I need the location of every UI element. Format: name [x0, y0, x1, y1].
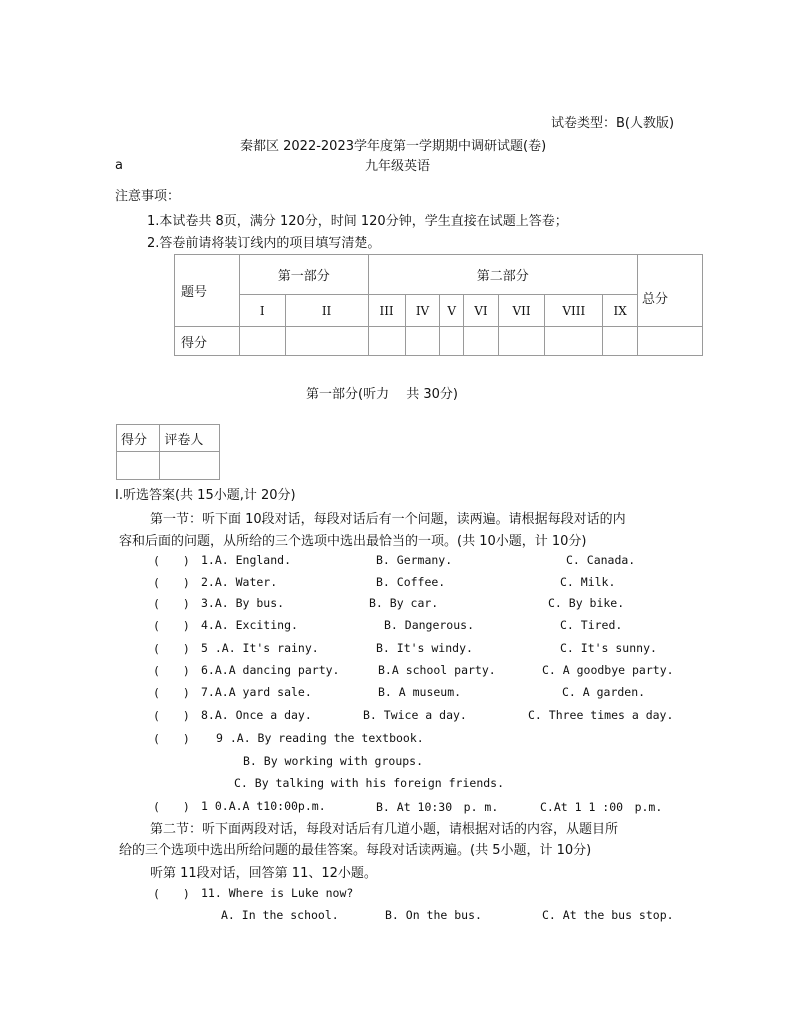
score-table: [174, 254, 703, 356]
section2-intro: 给的三个选项中选出所给问题的最佳答案。每段对话读两遍。(共 5小题，计 10分): [119, 843, 592, 858]
answer-paren[interactable]: ( ): [153, 664, 190, 678]
q9-option-c: C. By talking with his foreign friends.: [234, 776, 505, 790]
exam-title: 秦都区 2022-2023学年度第一学期期中调研试题(卷): [240, 139, 547, 154]
q9-option-a: 9 .A. By reading the textbook.: [216, 731, 424, 745]
question-option-c: C. Tired.: [560, 618, 623, 632]
exam-subtitle: 九年级英语: [365, 159, 431, 174]
part1-header: 第一部分: [240, 255, 369, 295]
score-cell-total[interactable]: [638, 327, 703, 356]
roman-numeral: VIII: [545, 295, 603, 327]
question-option-a: 2.A. Water.: [201, 575, 278, 589]
answer-paren[interactable]: ( ): [153, 732, 190, 746]
grade-score-label: 得分: [117, 425, 160, 452]
score-cell[interactable]: [440, 327, 463, 356]
q10-option-b: B. At 10:30 p. m.: [376, 800, 499, 814]
question-option-b: B. Germany.: [376, 553, 453, 567]
roman-numeral: I: [240, 295, 286, 327]
question-option-c: C. A garden.: [562, 685, 646, 699]
question-option-b: B. A museum.: [378, 685, 462, 699]
question-option-c: C. By bike.: [548, 596, 625, 610]
question-option-a: 1.A. England.: [201, 553, 292, 567]
col-header: 题号: [175, 255, 240, 327]
total-header: 总分: [638, 255, 703, 327]
question-option-b: B. Coffee.: [376, 575, 446, 589]
q10-option-c: C.At 1 1 :00 p.m.: [540, 800, 663, 814]
answer-paren[interactable]: ( ): [153, 554, 190, 568]
question-option-b: B. By car.: [369, 596, 439, 610]
grade-box: [116, 424, 220, 480]
question-option-b: B. It's windy.: [376, 641, 473, 655]
answer-paren[interactable]: ( ): [153, 619, 190, 633]
question-option-c: C. Three times a day.: [528, 708, 674, 722]
score-cell[interactable]: [240, 327, 286, 356]
grade-grader-label: 评卷人: [160, 425, 220, 452]
answer-paren[interactable]: ( ): [153, 597, 190, 611]
q10-option-a: 1 0.A.A t10:00p.m.: [201, 799, 326, 813]
score-cell[interactable]: [498, 327, 544, 356]
notes-item: 2.答卷前请将装订线内的项目填写清楚。: [147, 236, 381, 251]
answer-paren[interactable]: ( ): [153, 709, 190, 723]
answer-paren[interactable]: ( ): [153, 576, 190, 590]
part2-header: 第二部分: [368, 255, 637, 295]
notes-item: 1.本试卷共 8页，满分 120分，时间 120分钟，学生直接在试题上答卷；: [147, 214, 568, 229]
score-cell[interactable]: [603, 327, 638, 356]
answer-paren[interactable]: ( ): [153, 686, 190, 700]
q9-option-b: B. By working with groups.: [243, 754, 424, 768]
roman-numeral: IV: [405, 295, 440, 327]
question-option-b: B. Dangerous.: [384, 618, 475, 632]
score-cell[interactable]: [285, 327, 368, 356]
score-cell[interactable]: [405, 327, 440, 356]
score-row-label: 得分: [175, 327, 240, 356]
question-option-b: B.A school party.: [378, 663, 496, 677]
roman-numeral: III: [368, 295, 405, 327]
roman-numeral: VII: [498, 295, 544, 327]
score-cell[interactable]: [368, 327, 405, 356]
question-option-a: 8.A. Once a day.: [201, 708, 312, 722]
score-cell[interactable]: [463, 327, 498, 356]
question-option-a: 6.A.A dancing party.: [201, 663, 340, 677]
section2-intro: 第二节：听下面两段对话，每段对话后有几道小题，请根据对话的内容，从题目所: [150, 822, 619, 837]
answer-paren[interactable]: ( ): [153, 887, 190, 901]
question-option-a: 4.A. Exciting.: [201, 618, 298, 632]
notes-heading: 注意事项：: [115, 189, 181, 204]
q11-option-b: B. On the bus.: [385, 908, 482, 922]
roman-numeral: VI: [463, 295, 498, 327]
section1-intro: 容和后面的问题，从所给的三个选项中选出最恰当的一项。(共 10小题，计 10分): [119, 534, 587, 549]
answer-paren[interactable]: ( ): [153, 800, 190, 814]
question-option-c: C. It's sunny.: [560, 641, 657, 655]
listen-note: 听第 11段对话，回答第 11、12小题。: [150, 866, 377, 881]
roman-numeral: V: [440, 295, 463, 327]
answer-paren[interactable]: ( ): [153, 642, 190, 656]
question-option-a: 7.A.A yard sale.: [201, 685, 312, 699]
section1-intro: 第一节：听下面 10段对话，每段对话后有一个问题，读两遍。请根据每段对话的内: [150, 512, 626, 527]
question-option-a: 5 .A. It's rainy.: [201, 641, 319, 655]
roman-numeral: II: [285, 295, 368, 327]
q11-option-c: C. At the bus stop.: [542, 908, 674, 922]
paper-type: 试卷类型：B(人教版): [551, 116, 675, 131]
grade-score-cell[interactable]: [117, 452, 160, 480]
question-option-c: C. Canada.: [566, 553, 636, 567]
roman-numeral: IX: [603, 295, 638, 327]
part1-title: 第一部分(听力 共 30分): [306, 387, 458, 402]
score-cell[interactable]: [545, 327, 603, 356]
question-option-c: C. A goodbye party.: [542, 663, 674, 677]
q11-question: 11. Where is Luke now?: [201, 886, 354, 900]
question-option-b: B. Twice a day.: [363, 708, 467, 722]
grade-grader-cell[interactable]: [160, 452, 220, 480]
question-option-c: C. Milk.: [560, 575, 616, 589]
q11-option-a: A. In the school.: [221, 908, 339, 922]
stray-mark: a: [115, 158, 123, 173]
question-option-a: 3.A. By bus.: [201, 596, 285, 610]
section1-title: Ⅰ.听选答案(共 15小题,计 20分): [115, 488, 296, 503]
